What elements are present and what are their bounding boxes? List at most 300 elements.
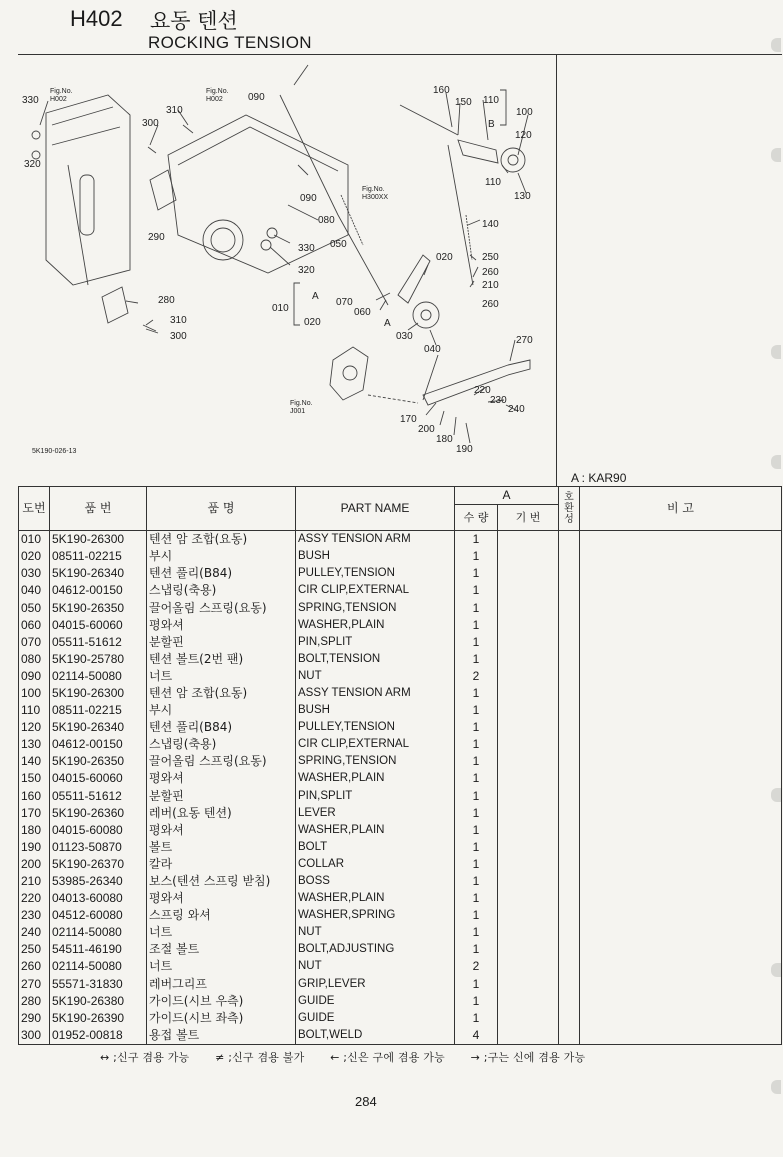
cell-ho [559, 1027, 580, 1045]
cell-sp [498, 822, 559, 839]
table-row [19, 924, 782, 941]
cell-qty: 1 [455, 822, 498, 839]
cell-sp [498, 976, 559, 993]
cell-kr: 텐션 볼트(2번 팬) [147, 651, 296, 668]
svg-text:B: B [488, 119, 495, 130]
cell-sp [498, 753, 559, 770]
cell-en: LEVER [296, 805, 455, 822]
cell-sp [498, 634, 559, 651]
svg-text:120: 120 [515, 130, 532, 141]
svg-text:Fig.No.: Fig.No. [362, 186, 385, 193]
cell-no: 300 [19, 1027, 50, 1045]
cell-no: 050 [19, 599, 50, 616]
cell-kr: 텐션 암 조합(요동) [147, 685, 296, 702]
table-row [19, 634, 782, 651]
cell-en: BUSH [296, 548, 455, 565]
table-row [19, 736, 782, 753]
cell-sp [498, 770, 559, 787]
cell-ho [559, 634, 580, 651]
cell-kr: 스프링 와셔 [147, 907, 296, 924]
cell-en: BUSH [296, 702, 455, 719]
binder-holes [769, 0, 781, 1157]
cell-sp [498, 651, 559, 668]
table-row [19, 617, 782, 634]
cell-pn: 04015-60060 [50, 617, 147, 634]
cell-en: NUT [296, 924, 455, 941]
cell-en: ASSY TENSION ARM [296, 531, 455, 549]
cell-sp [498, 736, 559, 753]
cell-rm [580, 548, 782, 565]
cell-no: 180 [19, 822, 50, 839]
cell-qty: 1 [455, 856, 498, 873]
svg-text:010: 010 [272, 303, 289, 314]
svg-text:240: 240 [508, 404, 525, 415]
svg-text:290: 290 [148, 232, 165, 243]
exploded-parts-diagram [18, 55, 556, 485]
cell-rm [580, 958, 782, 975]
cell-kr: 가이드(시브 좌측) [147, 1010, 296, 1027]
cell-qty: 1 [455, 617, 498, 634]
svg-text:250: 250 [482, 252, 499, 263]
svg-text:220: 220 [474, 385, 491, 396]
cell-qty: 1 [455, 788, 498, 805]
cell-rm [580, 907, 782, 924]
cell-qty: 1 [455, 907, 498, 924]
cell-en: BOSS [296, 873, 455, 890]
cell-kr: 평와셔 [147, 890, 296, 907]
cell-ho [559, 958, 580, 975]
svg-text:270: 270 [516, 335, 533, 346]
svg-text:090: 090 [300, 193, 317, 204]
svg-text:060: 060 [354, 307, 371, 318]
cell-sp [498, 719, 559, 736]
cell-en: WASHER,SPRING [296, 907, 455, 924]
parts-table [18, 486, 782, 1045]
cell-rm [580, 993, 782, 1010]
cell-pn: 08511-02215 [50, 702, 147, 719]
cell-kr: 가이드(시브 우측) [147, 993, 296, 1010]
cell-rm [580, 924, 782, 941]
cell-en: PIN,SPLIT [296, 788, 455, 805]
table-row [19, 565, 782, 582]
cell-no: 140 [19, 753, 50, 770]
cell-sp [498, 1010, 559, 1027]
svg-text:A: A [384, 318, 391, 329]
table-row [19, 1010, 782, 1027]
cell-en: CIR CLIP,EXTERNAL [296, 736, 455, 753]
table-row [19, 1027, 782, 1045]
cell-pn: 04015-60060 [50, 770, 147, 787]
svg-text:310: 310 [166, 105, 183, 116]
cell-rm [580, 1010, 782, 1027]
table-row [19, 856, 782, 873]
cell-sp [498, 1027, 559, 1045]
svg-text:280: 280 [158, 295, 175, 306]
cell-kr: 스냅링(축용) [147, 736, 296, 753]
cell-qty: 1 [455, 924, 498, 941]
cell-no: 030 [19, 565, 50, 582]
cell-pn: 5K190-26390 [50, 1010, 147, 1027]
cell-rm [580, 890, 782, 907]
cell-qty: 1 [455, 839, 498, 856]
svg-text:320: 320 [298, 265, 315, 276]
cell-en: BOLT,ADJUSTING [296, 941, 455, 958]
drawing-code: 5K190-026-13 [32, 448, 77, 455]
svg-text:070: 070 [336, 297, 353, 308]
cell-rm [580, 941, 782, 958]
svg-text:110: 110 [485, 177, 501, 188]
cell-rm [580, 788, 782, 805]
cell-pn: 5K190-26340 [50, 719, 147, 736]
cell-rm [580, 685, 782, 702]
cell-kr: 용접 볼트 [147, 1027, 296, 1045]
cell-rm [580, 719, 782, 736]
cell-kr: 평와셔 [147, 822, 296, 839]
table-row [19, 958, 782, 975]
cell-en: ASSY TENSION ARM [296, 685, 455, 702]
cell-qty: 1 [455, 531, 498, 549]
cell-qty: 1 [455, 685, 498, 702]
page-number: 284 [355, 1094, 377, 1109]
cell-pn: 5K190-26340 [50, 565, 147, 582]
cell-ho [559, 822, 580, 839]
table-row [19, 993, 782, 1010]
cell-no: 110 [19, 702, 50, 719]
svg-text:260: 260 [482, 299, 499, 310]
cell-en: WASHER,PLAIN [296, 617, 455, 634]
cell-no: 020 [19, 548, 50, 565]
cell-rm [580, 1027, 782, 1045]
cell-no: 070 [19, 634, 50, 651]
cell-rm [580, 651, 782, 668]
cell-kr: 텐션 암 조합(요동) [147, 531, 296, 549]
cell-pn: 5K190-26300 [50, 685, 147, 702]
cell-sp [498, 805, 559, 822]
legend-item: ← ;신은 구에 겸용 가능 [330, 1051, 445, 1064]
cell-sp [498, 788, 559, 805]
cell-pn: 05511-51612 [50, 788, 147, 805]
cell-ho [559, 599, 580, 616]
svg-text:Fig.No.: Fig.No. [290, 400, 313, 407]
cell-rm [580, 770, 782, 787]
cell-rm [580, 565, 782, 582]
diagram-divider [556, 55, 557, 486]
table-row [19, 668, 782, 685]
cell-no: 120 [19, 719, 50, 736]
svg-text:180: 180 [436, 434, 453, 445]
cell-sp [498, 582, 559, 599]
cell-kr: 텐션 풀리(B84) [147, 565, 296, 582]
cell-kr: 부시 [147, 548, 296, 565]
cell-qty: 1 [455, 651, 498, 668]
cell-ho [559, 976, 580, 993]
svg-text:330: 330 [22, 95, 39, 106]
cell-en: GUIDE [296, 993, 455, 1010]
cell-rm [580, 668, 782, 685]
section-code: H402 [70, 6, 123, 31]
table-row [19, 788, 782, 805]
cell-qty: 1 [455, 736, 498, 753]
cell-en: PIN,SPLIT [296, 634, 455, 651]
section-title-english: ROCKING TENSION [148, 33, 312, 52]
table-row [19, 599, 782, 616]
cell-no: 040 [19, 582, 50, 599]
cell-no: 210 [19, 873, 50, 890]
cell-kr: 레버그리프 [147, 976, 296, 993]
cell-kr: 분할핀 [147, 634, 296, 651]
cell-pn: 05511-51612 [50, 634, 147, 651]
cell-no: 200 [19, 856, 50, 873]
cell-ho [559, 719, 580, 736]
svg-text:320: 320 [24, 159, 41, 170]
cell-en: CIR CLIP,EXTERNAL [296, 582, 455, 599]
svg-text:310: 310 [170, 315, 187, 326]
cell-en: PULLEY,TENSION [296, 565, 455, 582]
svg-text:H002: H002 [50, 96, 67, 103]
svg-text:040: 040 [424, 344, 441, 355]
cell-no: 290 [19, 1010, 50, 1027]
cell-qty: 1 [455, 993, 498, 1010]
cell-no: 090 [19, 668, 50, 685]
cell-pn: 01123-50870 [50, 839, 147, 856]
cell-pn: 08511-02215 [50, 548, 147, 565]
cell-sp [498, 668, 559, 685]
svg-text:080: 080 [318, 215, 335, 226]
cell-kr: 부시 [147, 702, 296, 719]
svg-text:100: 100 [516, 107, 533, 118]
cell-qty: 1 [455, 702, 498, 719]
cell-en: NUT [296, 668, 455, 685]
cell-pn: 04512-60080 [50, 907, 147, 924]
svg-text:300: 300 [142, 118, 159, 129]
cell-kr: 텐션 풀리(B84) [147, 719, 296, 736]
cell-kr: 칼라 [147, 856, 296, 873]
svg-text:020: 020 [304, 317, 321, 328]
cell-rm [580, 582, 782, 599]
cell-en: GRIP,LEVER [296, 976, 455, 993]
col-header-part-name: PART NAME [296, 487, 455, 531]
svg-text:110: 110 [483, 95, 499, 106]
cell-rm [580, 702, 782, 719]
cell-rm [580, 599, 782, 616]
cell-no: 160 [19, 788, 50, 805]
cell-kr: 평와셔 [147, 617, 296, 634]
cell-sp [498, 941, 559, 958]
svg-text:H300XX: H300XX [362, 194, 389, 201]
table-row [19, 582, 782, 599]
cell-qty: 1 [455, 873, 498, 890]
cell-en: WASHER,PLAIN [296, 770, 455, 787]
table-row [19, 805, 782, 822]
svg-text:Fig.No.: Fig.No. [50, 88, 73, 95]
cell-ho [559, 856, 580, 873]
cell-qty: 1 [455, 753, 498, 770]
cell-kr: 너트 [147, 958, 296, 975]
col-header-qty: 수 량 [455, 505, 498, 531]
cell-qty: 1 [455, 941, 498, 958]
cell-sp [498, 890, 559, 907]
variant-note: A : KAR90 [571, 471, 627, 485]
col-header-no: 도번 [19, 487, 50, 531]
cell-pn: 01952-00818 [50, 1027, 147, 1045]
cell-no: 280 [19, 993, 50, 1010]
cell-pn: 5K190-26360 [50, 805, 147, 822]
cell-ho [559, 736, 580, 753]
table-row [19, 685, 782, 702]
cell-rm [580, 634, 782, 651]
cell-ho [559, 565, 580, 582]
cell-qty: 2 [455, 668, 498, 685]
section-title-korean: 요동 텐션 [150, 9, 238, 33]
cell-pn: 02114-50080 [50, 668, 147, 685]
svg-text:020: 020 [436, 252, 453, 263]
cell-kr: 스냅링(축용) [147, 582, 296, 599]
cell-no: 260 [19, 958, 50, 975]
cell-ho [559, 941, 580, 958]
cell-rm [580, 617, 782, 634]
cell-sp [498, 958, 559, 975]
table-row [19, 531, 782, 549]
svg-text:260: 260 [482, 267, 499, 278]
cell-pn: 5K190-26380 [50, 993, 147, 1010]
cell-ho [559, 890, 580, 907]
svg-text:090: 090 [248, 92, 265, 103]
table-row [19, 941, 782, 958]
legend-item: ↔ ;신구 겸용 가능 [100, 1051, 190, 1064]
cell-ho [559, 582, 580, 599]
cell-pn: 02114-50080 [50, 958, 147, 975]
svg-text:300: 300 [170, 331, 187, 342]
cell-kr: 볼트 [147, 839, 296, 856]
cell-sp [498, 993, 559, 1010]
cell-no: 100 [19, 685, 50, 702]
cell-en: GUIDE [296, 1010, 455, 1027]
cell-ho [559, 839, 580, 856]
cell-qty: 1 [455, 565, 498, 582]
cell-sp [498, 839, 559, 856]
cell-pn: 53985-26340 [50, 873, 147, 890]
svg-text:330: 330 [298, 243, 315, 254]
svg-text:200: 200 [418, 424, 435, 435]
cell-ho [559, 907, 580, 924]
cell-ho [559, 788, 580, 805]
svg-text:130: 130 [514, 191, 531, 202]
col-header-remarks: 비 고 [580, 487, 782, 531]
cell-en: BOLT,WELD [296, 1027, 455, 1045]
svg-text:210: 210 [482, 280, 499, 291]
table-row [19, 822, 782, 839]
cell-ho [559, 617, 580, 634]
cell-en: BOLT,TENSION [296, 651, 455, 668]
cell-pn: 04015-60080 [50, 822, 147, 839]
cell-en: WASHER,PLAIN [296, 890, 455, 907]
cell-qty: 1 [455, 599, 498, 616]
cell-pn: 5K190-26350 [50, 753, 147, 770]
cell-qty: 1 [455, 1010, 498, 1027]
cell-qty: 1 [455, 805, 498, 822]
cell-no: 130 [19, 736, 50, 753]
table-row [19, 976, 782, 993]
cell-kr: 분할핀 [147, 788, 296, 805]
cell-pn: 04612-00150 [50, 736, 147, 753]
cell-qty: 1 [455, 582, 498, 599]
cell-qty: 2 [455, 958, 498, 975]
table-row [19, 873, 782, 890]
cell-pn: 5K190-26370 [50, 856, 147, 873]
cell-qty: 1 [455, 719, 498, 736]
cell-kr: 평와셔 [147, 770, 296, 787]
cell-kr: 너트 [147, 924, 296, 941]
cell-ho [559, 668, 580, 685]
cell-no: 170 [19, 805, 50, 822]
cell-rm [580, 839, 782, 856]
cell-ho [559, 531, 580, 549]
cell-en: PULLEY,TENSION [296, 719, 455, 736]
compatibility-legend [100, 1049, 607, 1065]
cell-qty: 1 [455, 548, 498, 565]
cell-kr: 너트 [147, 668, 296, 685]
table-row [19, 907, 782, 924]
cell-rm [580, 873, 782, 890]
cell-kr: 조절 볼트 [147, 941, 296, 958]
cell-en: COLLAR [296, 856, 455, 873]
col-header-model: 기 번 [498, 505, 559, 531]
cell-ho [559, 924, 580, 941]
svg-text:190: 190 [456, 444, 473, 455]
svg-text:230: 230 [490, 395, 507, 406]
table-row [19, 719, 782, 736]
svg-text:Fig.No.: Fig.No. [206, 88, 229, 95]
cell-en: SPRING,TENSION [296, 599, 455, 616]
cell-no: 060 [19, 617, 50, 634]
cell-pn: 5K190-25780 [50, 651, 147, 668]
parts-table-body [19, 531, 782, 1045]
cell-rm [580, 822, 782, 839]
svg-text:050: 050 [330, 239, 347, 250]
cell-pn: 04013-60080 [50, 890, 147, 907]
cell-en: BOLT [296, 839, 455, 856]
cell-ho [559, 873, 580, 890]
cell-rm [580, 856, 782, 873]
cell-ho [559, 548, 580, 565]
cell-no: 240 [19, 924, 50, 941]
cell-no: 270 [19, 976, 50, 993]
table-row [19, 548, 782, 565]
cell-rm [580, 805, 782, 822]
cell-rm [580, 736, 782, 753]
cell-sp [498, 685, 559, 702]
cell-qty: 1 [455, 890, 498, 907]
cell-sp [498, 907, 559, 924]
svg-text:A: A [312, 291, 319, 302]
cell-pn: 5K190-26350 [50, 599, 147, 616]
svg-text:170: 170 [400, 414, 417, 425]
cell-ho [559, 685, 580, 702]
table-row [19, 753, 782, 770]
cell-no: 230 [19, 907, 50, 924]
cell-no: 150 [19, 770, 50, 787]
table-row [19, 651, 782, 668]
table-row [19, 770, 782, 787]
table-row [19, 702, 782, 719]
svg-text:030: 030 [396, 331, 413, 342]
cell-no: 220 [19, 890, 50, 907]
table-row [19, 839, 782, 856]
col-header-interchange: 호 환 성 [559, 487, 580, 531]
cell-rm [580, 531, 782, 549]
cell-rm [580, 976, 782, 993]
cell-qty: 4 [455, 1027, 498, 1045]
